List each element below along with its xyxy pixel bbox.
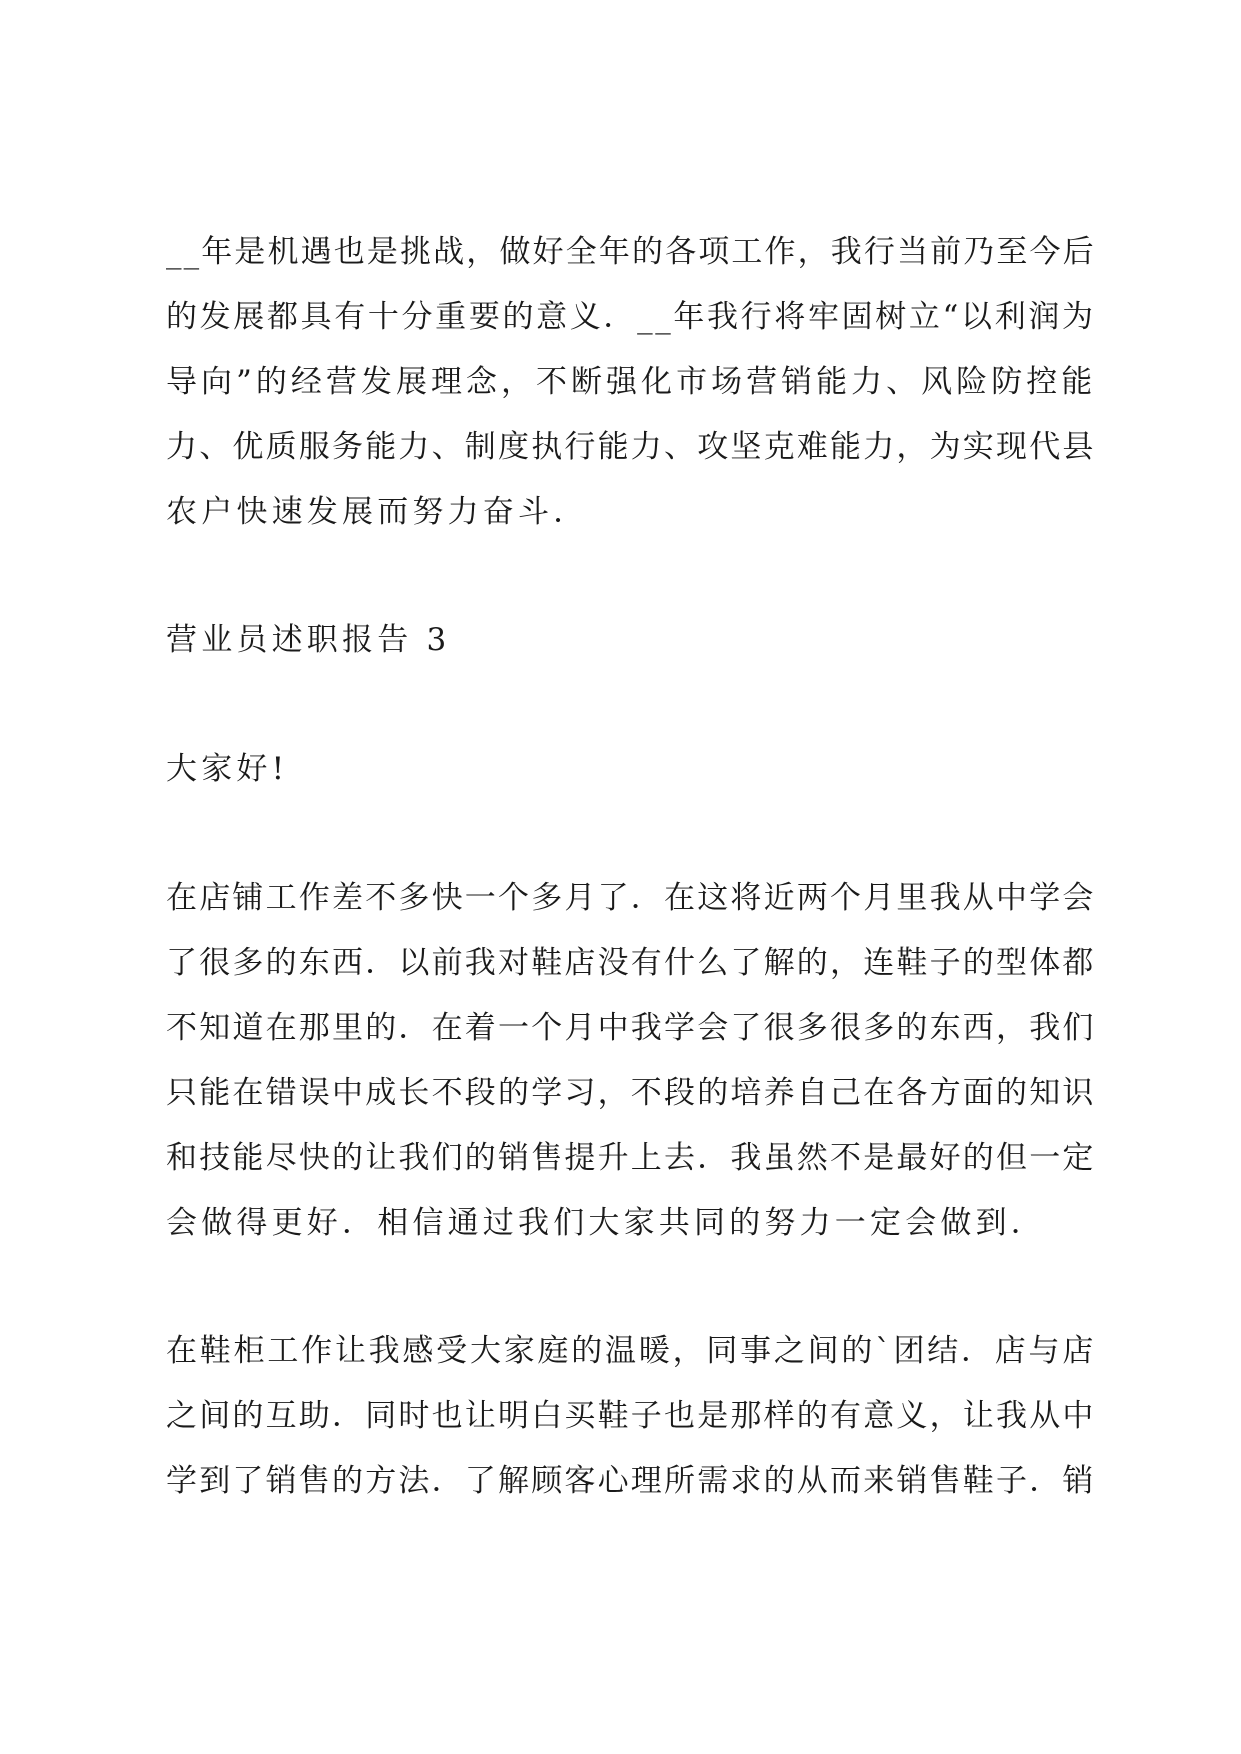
paragraph-line: __年是机遇也是挑战，做好全年的各项工作，我行当前乃至今后 [166,234,1096,270]
paragraph-line: 之间的互助．同时也让明白买鞋子也是那样的有意义，让我从中 [166,1398,1096,1434]
paragraph-line: 导向”的经营发展理念，不断强化市场营销能力、风险防控能 [166,364,1097,400]
paragraph-line: 学到了销售的方法．了解顾客心理所需求的从而来销售鞋子．销 [166,1463,1096,1499]
paragraph-line: 在店铺工作差不多快一个多月了．在这将近两个月里我从中学会 [166,880,1096,916]
paragraph-line: 力、优质服务能力、制度执行能力、攻坚克难能力，为实现代县 [166,429,1096,465]
paragraph-line: 不知道在那里的．在着一个月中我学会了很多很多的东西，我们 [166,1010,1096,1046]
paragraph-line: 会做得更好．相信通过我们大家共同的努力一定会做到． [166,1205,1046,1241]
paragraph-line: 农户快速发展而努力奋斗． [166,494,589,530]
paragraph-line: 了很多的东西．以前我对鞋店没有什么了解的，连鞋子的型体都 [166,945,1096,981]
section-heading: 营业员述职报告 3 [166,622,451,658]
paragraph-line: 在鞋柜工作让我感受大家庭的温暖，同事之间的`团结．店与店 [166,1333,1097,1369]
paragraph-line: 只能在错误中成长不段的学习，不段的培养自己在各方面的知识 [166,1075,1096,1111]
paragraph-line: 和技能尽快的让我们的销售提升上去．我虽然不是最好的但一定 [166,1140,1096,1176]
greeting: 大家好! [166,751,289,787]
paragraph-line: 的发展都具有十分重要的意义．__年我行将牢固树立“以利润为 [166,299,1096,335]
